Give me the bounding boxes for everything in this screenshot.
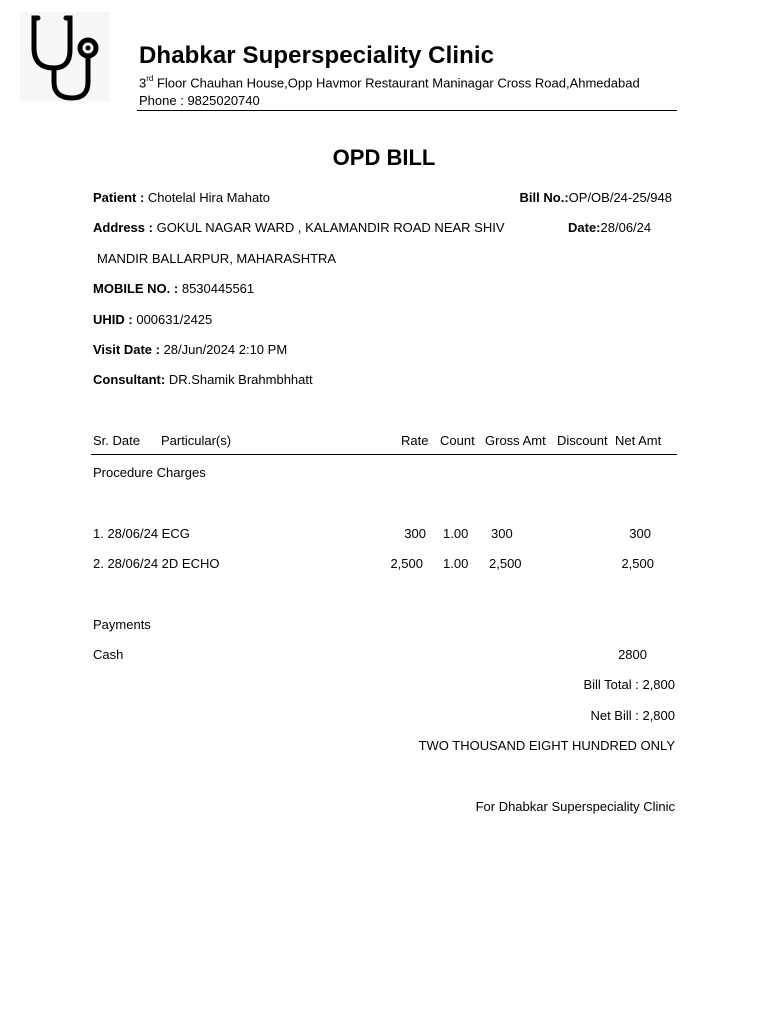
- section-procedure-charges: Procedure Charges: [93, 465, 206, 480]
- payment-amount: 2800: [618, 647, 647, 662]
- col-count: Count: [440, 433, 475, 448]
- row-net: 2,500: [621, 556, 654, 571]
- payments-label: Payments: [93, 617, 151, 632]
- row-count: 1.00: [443, 526, 469, 541]
- row-sr-particular: 1. 28/06/24 ECG: [93, 526, 190, 541]
- patient-uhid: UHID : 000631/2425: [93, 312, 213, 327]
- row-gross: 2,500: [489, 556, 522, 571]
- row-sr-particular: 2. 28/06/24 2D ECHO: [93, 556, 220, 571]
- bill-title: OPD BILL: [332, 145, 436, 170]
- patient-address-line2: MANDIR BALLARPUR, MAHARASHTRA: [97, 251, 337, 266]
- bill-number: Bill No.:OP/OB/24-25/948: [519, 190, 672, 205]
- row-rate: 300: [404, 526, 426, 541]
- patient-name: Patient : Chotelal Hira Mahato: [93, 190, 271, 205]
- col-discount: Discount: [557, 433, 608, 448]
- row-rate: 2,500: [390, 556, 423, 571]
- signature-line: For Dhabkar Superspeciality Clinic: [475, 799, 675, 814]
- visit-date: Visit Date : 28/Jun/2024 2:10 PM: [93, 342, 288, 357]
- table-header-divider: [91, 454, 677, 455]
- amount-in-words: TWO THOUSAND EIGHT HUNDRED ONLY: [418, 738, 675, 753]
- stethoscope-icon: [20, 12, 110, 102]
- patient-address: Address : GOKUL NAGAR WARD , KALAMANDIR ROAD NEAR SHIV: [93, 220, 505, 235]
- clinic-address: 3rd Floor Chauhan House,Opp Havmor Restaurant Maninagar Cross Road,Ahmedabad: [139, 74, 640, 91]
- row-gross: 300: [491, 526, 513, 541]
- col-rate: Rate: [401, 433, 429, 448]
- bill-date: Date:28/06/24: [568, 220, 652, 235]
- clinic-name: Dhabkar Superspeciality Clinic: [139, 42, 495, 69]
- clinic-phone: Phone : 9825020740: [139, 93, 260, 108]
- row-net: 300: [629, 526, 651, 541]
- col-net: Net Amt: [615, 433, 662, 448]
- row-count: 1.00: [443, 556, 469, 571]
- col-gross: Gross Amt: [485, 433, 546, 448]
- header-divider: [137, 110, 677, 111]
- net-bill: Net Bill : 2,800: [590, 708, 675, 723]
- payment-method: Cash: [93, 647, 124, 662]
- col-sr-date: Sr. Date: [93, 433, 140, 448]
- consultant: Consultant: DR.Shamik Brahmbhhatt: [93, 372, 313, 387]
- bill-total: Bill Total : 2,800: [583, 677, 675, 692]
- col-particulars: Particular(s): [161, 433, 232, 448]
- patient-mobile: MOBILE NO. : 8530445561: [93, 281, 255, 296]
